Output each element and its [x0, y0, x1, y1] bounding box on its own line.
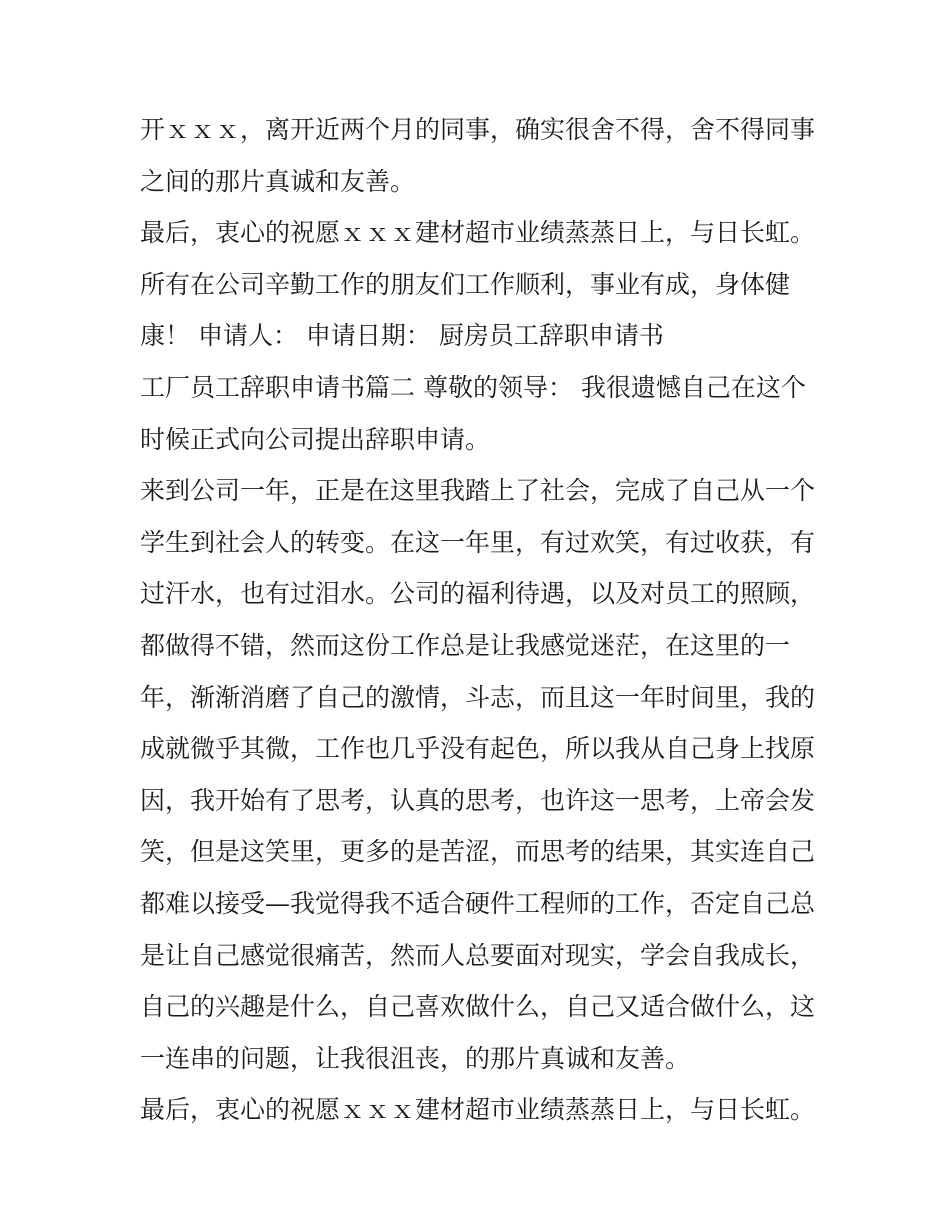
text-line: 年，渐渐消磨了自己的激情，斗志，而且这一年时间里，我的	[140, 682, 816, 712]
text-line: 之间的那片真诚和友善。	[140, 166, 416, 196]
text-line: 都做得不错，然而这份工作总是让我感觉迷茫，在这里的一	[140, 630, 791, 660]
text-line: 一连串的问题，让我很沮丧，的那片真诚和友善。	[140, 1043, 691, 1073]
text-line: 因，我开始有了思考，认真的思考，也许这一思考，上帝会发	[140, 785, 816, 815]
text-line: 是让自己感觉很痛苦，然而人总要面对现实，学会自我成长，	[140, 940, 816, 970]
text-line: 来到公司一年，正是在这里我踏上了社会，完成了自己从一个	[140, 476, 816, 506]
text-line: 过汗水，也有过泪水。公司的福利待遇，以及对员工的照顾，	[140, 579, 816, 609]
text-line: 自己的兴趣是什么，自己喜欢做什么，自己又适合做什么，这	[140, 992, 816, 1022]
text-line: 都难以接受—我觉得我不适合硬件工程师的工作，否定自己总	[140, 888, 816, 918]
text-line: 康！ 申请人： 申请日期： 厨房员工辞职申请书	[140, 321, 664, 351]
body-text	[140, 104, 820, 1136]
text-line: 成就微乎其微，工作也几乎没有起色，所以我从自己身上找原	[140, 734, 816, 764]
text-line: 最后，衷心的祝愿ｘｘｘ建材超市业绩蒸蒸日上，与日长虹。	[140, 218, 816, 248]
text-line: 工厂员工辞职申请书篇二 尊敬的领导： 我很遗憾自己在这个	[140, 372, 806, 402]
text-line: 开ｘｘｘ，离开近两个月的同事，确实很舍不得，舍不得同事	[140, 115, 816, 144]
text-line: 最后，衷心的祝愿ｘｘｘ建材超市业绩蒸蒸日上，与日长虹。	[140, 1095, 816, 1125]
text-line: 学生到社会人的转变。在这一年里，有过欢笑，有过收获，有	[140, 527, 816, 557]
text-line: 所有在公司辛勤工作的朋友们工作顺利，事业有成，身体健	[140, 269, 791, 299]
text-line: 时候正式向公司提出辞职申请。	[140, 424, 491, 454]
text-line: 笑，但是这笑里，更多的是苦涩，而思考的结果，其实连自己	[140, 837, 816, 867]
